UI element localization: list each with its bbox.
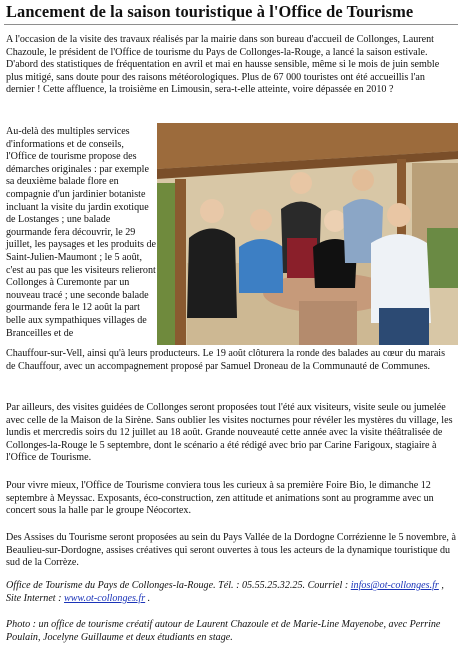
assises-paragraph: Des Assises du Tourisme seront proposées au sein du Pays Vallée de la Dordogne Corrézienne le 5 novembre, à Beaulieu-sur-Dordogne, assises créatives qui seront ouvertes à tous les acteurs de la dynamique touristique du sud de la Corrèze. [6, 532, 456, 569]
visites-paragraph: Par ailleurs, des visites guidées de Collonges seront proposées tout l'été aux visiteurs, visite seule ou jumelée avec celle de la Maison de la Sirène. Sans oublier les visites nocturnes pour révéler les mystères du village, les lundis et mercredis soirs du 12 juillet au 18 août. Grande nouveauté cette année avec la visite théâtralisée de Collonges-la-Rouge le 5 septembre, dont le scénario a été rédigé avec brio par Carine Farigoux, stagiaire à l'Office de Tourisme. [6, 402, 453, 464]
intro-paragraph: A l'occasion de la visite des travaux réalisés par la mairie dans son bureau d'accueil de Collonges, Laurent Chazoule, le président de l'Office de tourisme du Pays de Collonges-la-Rouge, a lancé la saison estivale. D'abord des statistiques de fréquentation en avril et mai en hausse sensible, même si le mois de juin semble plus mitigé, sans doute pour des raisons météorologiques. Plus de 67 000 touristes ont été accueillis l'an dernier ! Cette affluence, la troisième en Limousin, sera-t-elle atteinte, voire dépassée en 2010 ? [6, 34, 440, 96]
email-link[interactable]: infos@ot-collonges.fr [350, 580, 439, 591]
title-divider [4, 24, 458, 25]
photo-caption: Photo : un office de tourisme créatif autour de Laurent Chazoule et de Marie-Line Mayenobe, avec Perrine Poulain, Jocelyne Guillaume et deux étudiants en stage. [6, 619, 441, 643]
contact-suffix: . [145, 592, 151, 604]
contact-prefix: Office de Tourisme du Pays de Collonges-la-Rouge. Tél. : 05.55.25.32.25. Courriel : [6, 580, 351, 591]
foire-bio-paragraph: Pour vivre mieux, l'Office de Tourisme conviera tous les curieux à sa première Foire Bio, le dimanche 12 septembre à Meyssac. Exposants, éco-construction, zen attitude et animations sont au programme avec un concert sous la halle par le groupe Néocortex. [6, 480, 434, 517]
services-paragraph: Au-delà des multiples services d'informations et de conseils, l'Office de tourisme propose des démarches originales : par exemple sa deuxième balade flore en compagnie d'un jardinier botaniste incluant la visite du jardin exotique de Lostanges ; une balade gourmande fera découvrir, le 29 juillet, les paysages et les produits de Saint-Julien-Maumont ; le 5 août, c'est au pas que les visiteurs relieront Collonges à Curemonte par un nouveau tracé ; une seconde balade gourmande fera le 12 août la part belle aux sympathiques villages de Branceilles et de [6, 126, 156, 339]
balades-paragraph: Chauffour-sur-Vell, ainsi qu'à leurs producteurs. Le 19 août clôturera la ronde des balades au cœur du marais de Chauffour, avec un accompagnement proposé par Samuel Droneau de la Communauté de Communes. [6, 348, 446, 372]
contact-info [6, 580, 456, 605]
contact-middle: , Site Internet : [6, 580, 444, 604]
article-title: Lancement de la saison touristique à l'Office de Tourisme [6, 2, 414, 21]
website-link[interactable]: www.ot-collonges.fr [64, 592, 146, 604]
team-photo [157, 123, 458, 345]
